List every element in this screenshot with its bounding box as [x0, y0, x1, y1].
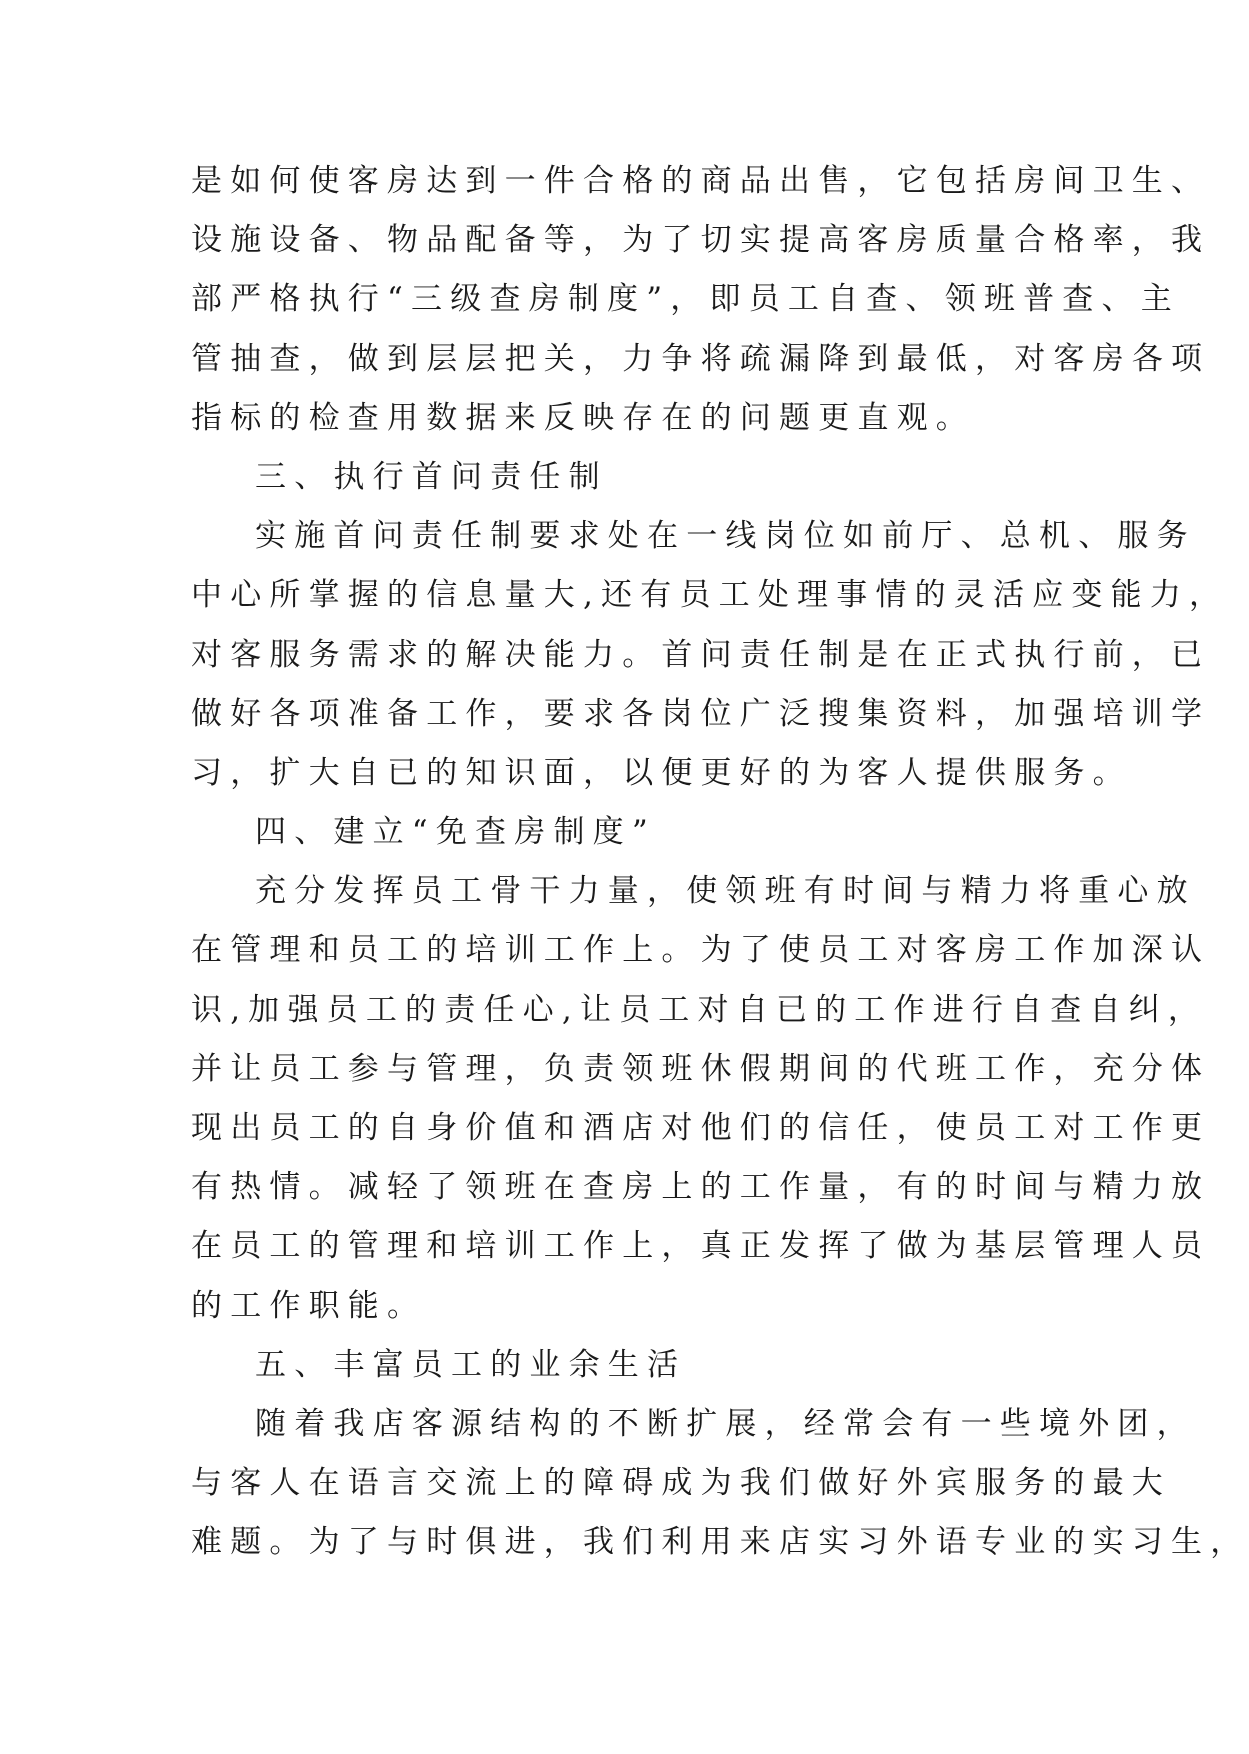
document-body: [191, 152, 1249, 1573]
text-line: 有热情。减轻了领班在查房上的工作量，有的时间与精力放: [191, 1169, 1211, 1206]
text-line: 中心所掌握的信息量大,还有员工处理事情的灵活应变能力，: [191, 577, 1229, 614]
paragraph-start-line: 五、丰富员工的业余生活: [255, 1346, 687, 1383]
text-line: 的工作职能。: [191, 1287, 427, 1324]
paragraph-start-line: 实施首问责任制要求处在一线岗位如前厅、总机、服务: [255, 518, 1196, 555]
text-line: 在员工的管理和培训工作上，真正发挥了做为基层管理人员: [191, 1228, 1211, 1265]
text-line: 设施设备、物品配备等，为了切实提高客房质量合格率，我: [191, 222, 1211, 259]
text-line: 做好各项准备工作，要求各岗位广泛搜集资料，加强培训学: [191, 695, 1211, 732]
text-line: 对客服务需求的解决能力。首问责任制是在正式执行前，已: [191, 636, 1211, 673]
text-line: 是如何使客房达到一件合格的商品出售，它包括房间卫生、: [191, 163, 1211, 199]
text-line: 习，扩大自已的知识面，以便更好的为客人提供服务。: [191, 754, 1132, 791]
text-line: 部严格执行“三级查房制度”，即员工自查、领班普查、主: [191, 281, 1180, 318]
text-line: 管抽查，做到层层把关，力争将疏漏降到最低，对客房各项: [191, 340, 1211, 377]
text-line: 现出员工的自身价值和酒店对他们的信任，使员工对工作更: [191, 1110, 1211, 1146]
text-line: 难题。为了与时俱进，我们利用来店实习外语专业的实习生，: [191, 1524, 1249, 1561]
text-line: 并让员工参与管理，负责领班休假期间的代班工作，充分体: [191, 1050, 1211, 1087]
paragraph-start-line: 三、执行首问责任制: [255, 458, 608, 495]
paragraph-start-line: 随着我店客源结构的不断扩展，经常会有一些境外团，: [255, 1405, 1196, 1442]
text-line: 在管理和员工的培训工作上。为了使员工对客房工作加深认: [191, 932, 1211, 969]
text-line: 与客人在语言交流上的障碍成为我们做好外宾服务的最大: [191, 1465, 1171, 1502]
text-line: 指标的检查用数据来反映存在的问题更直观。: [191, 399, 975, 436]
document-page: [191, 152, 1249, 1573]
paragraph-start-line: 四、建立“免查房制度”: [255, 814, 656, 851]
paragraph-start-line: 充分发挥员工骨干力量，使领班有时间与精力将重心放: [255, 873, 1196, 910]
text-line: 识,加强员工的责任心,让员工对自已的工作进行自查自纠，: [191, 991, 1208, 1028]
